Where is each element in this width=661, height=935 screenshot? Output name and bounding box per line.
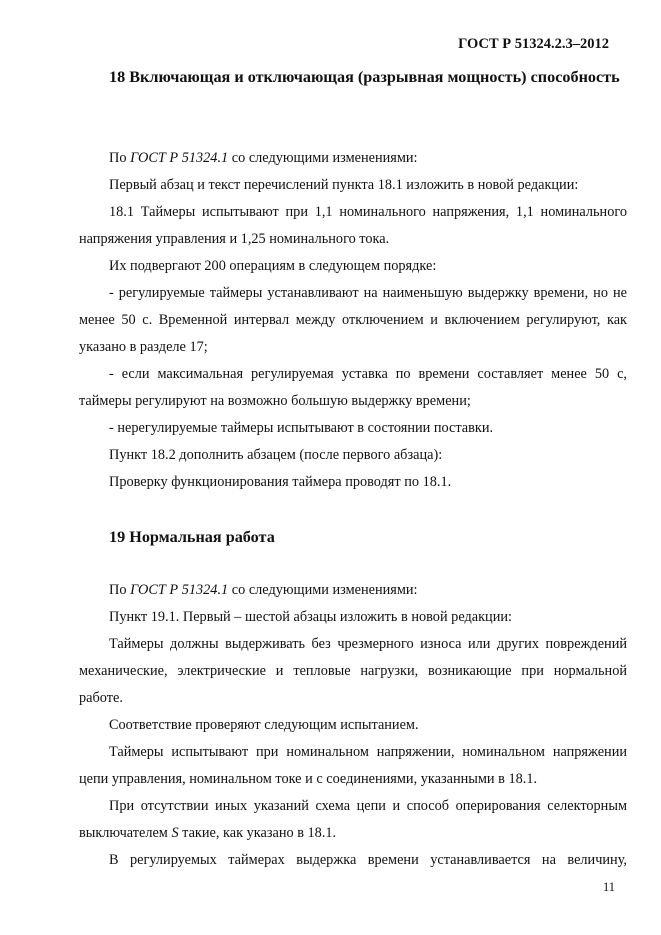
paragraph: В регулируемых таймерах выдержка времени устанавливается на величину, [109,852,627,868]
section-18-body [79,145,627,496]
paragraph: Таймеры испытывают при номинальном напряжении, номинальном напряжении цепи управления, номинальном токе и с соединениями, указанными в 18.1. [79,744,627,787]
standard-reference: ГОСТ Р 51324.1 [130,582,229,598]
page-number: 11 [602,880,615,894]
section-18-heading: 18 Включающая и отключающая (разрывная мощность) способность [109,68,620,86]
paragraph: Соответствие проверяют следующим испытанием. [109,717,419,733]
section-18-intro: По ГОСТ Р 51324.1 со следующими изменениями: [109,150,418,166]
paragraph: Пункт 18.2 дополнить абзацем (после первого абзаца): [109,447,443,463]
list-item: - если максимальная регулируемая уставка по времени составляет менее 50 с, таймеры регулируют на возможно большую выдержку времени; [79,366,627,409]
paragraph: При отсутствии иных указаний схема цепи и способ оперирования селекторным выключателем S такие, как указано в 18.1. [79,798,627,841]
paragraph: Первый абзац и текст перечислений пункта 18.1 изложить в новой редакции: [109,177,579,193]
section-19 [79,522,627,553]
list-item: - нерегулируемые таймеры испытывают в состоянии поставки. [109,420,494,436]
paragraph: Их подвергают 200 операциям в следующем порядке: [109,258,437,274]
paragraph: Таймеры должны выдерживать без чрезмерного износа или других повреждений механические, электрические и тепловые нагрузки, возникающие при нормальной работе. [79,636,627,706]
section-19-intro: По ГОСТ Р 51324.1 со следующими изменениями: [109,582,418,598]
standard-code-header: ГОСТ Р 51324.2.3–2012 [458,36,609,52]
section-19-heading: 19 Нормальная работа [109,528,275,546]
standard-reference: ГОСТ Р 51324.1 [130,150,229,166]
selector-switch-symbol: S [171,825,179,841]
paragraph: Пункт 19.1. Первый – шестой абзацы изложить в новой редакции: [109,609,512,625]
paragraph: 18.1 Таймеры испытывают при 1,1 номинального напряжения, 1,1 номинального напряжения управления и 1,25 номинального тока. [79,204,627,247]
section-19-body [79,577,627,874]
list-item: - регулируемые таймеры устанавливают на наименьшую выдержку времени, но не менее 50 с. Временной интервал между отключением и включением регулируют, как указано в разделе 17; [79,285,627,355]
paragraph: Проверку функционирования таймера проводят по 18.1. [109,474,452,490]
section-18 [79,62,627,93]
